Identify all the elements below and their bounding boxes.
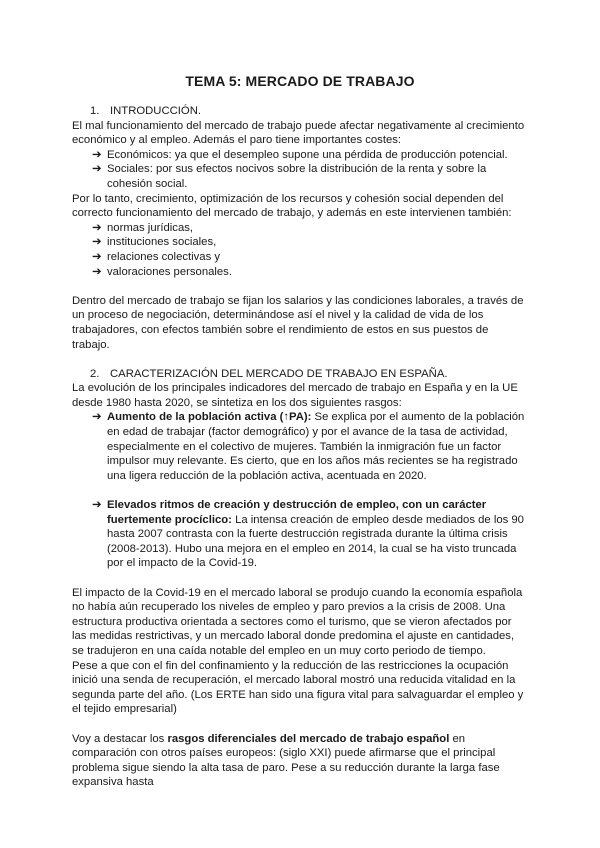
- spacer: [72, 352, 528, 367]
- list-item-text: normas jurídicas,: [107, 221, 194, 234]
- emphasis-text: rasgos diferenciales del mercado de trabajo español: [167, 732, 450, 745]
- arrow-bullet-icon: ➔: [92, 221, 102, 234]
- arrow-bullet-icon: ➔: [92, 163, 102, 176]
- document-title: TEMA 5: MERCADO DE TRABAJO: [185, 73, 415, 89]
- paragraph-intro: El mal funcionamiento del mercado de trabajo puede afectar negativamente al crecimiento económico y al empleo. Además el paro tiene importantes costes:: [72, 119, 525, 147]
- arrow-bullet-icon: ➔: [92, 265, 102, 278]
- section-title: INTRODUCCIÓN.: [110, 105, 201, 117]
- list-item: [92, 148, 528, 163]
- list-item-text: relaciones colectivas y: [107, 250, 221, 263]
- costs-list: [72, 148, 528, 192]
- text-run: en comparación con otros países europeos: (siglo XXI) puede afirmarse que el principal problema sigue siendo la alta tasa de paro. Pese a su reducción durante la larga fase expansiva hasta: [72, 732, 500, 789]
- arrow-bullet-icon: ➔: [92, 250, 102, 263]
- spacer: [72, 483, 528, 498]
- arrow-bullet-icon: ➔: [92, 148, 102, 161]
- traits-list-2: [72, 498, 528, 571]
- list-item-text: valoraciones personales.: [107, 265, 232, 278]
- list-item: [92, 498, 528, 571]
- paragraph-differential-traits: [72, 732, 528, 790]
- list-item: [92, 162, 528, 191]
- list-item-text: instituciones sociales,: [107, 236, 217, 249]
- paragraph-dependencies: Por lo tanto, crecimiento, optimización de los recursos y cohesión social dependen del correcto funcionamiento del mercado de trabajo, y además en este intervienen también:: [72, 192, 512, 220]
- paragraph-evolution: La evolución de los principales indicadores del mercado de trabajo en España y en la UE desde 1980 hasta 2020, se sintetiza en los dos siguientes rasgos:: [72, 382, 518, 409]
- section-heading-caracterizacion: [72, 367, 528, 382]
- paragraph-covid-impact: El impacto de la Covid-19 en el mercado laboral se produjo cuando la economía española no había aún recuperado los niveles de empleo y paro previos a la crisis de 2008. Una estructura productiva orientada a sectores como el turismo, que se vieron afectados por las medidas restrictivas, y un mercado laboral donde predomina el ajuste en cantidades, se tradujeron en una caída notable del empleo en un muy corto periodo de tiempo.: [72, 586, 523, 657]
- spacer: [72, 717, 528, 732]
- arrow-bullet-icon: ➔: [92, 236, 102, 249]
- trait-title: Aumento de la población activa (↑PA):: [107, 411, 312, 424]
- section-title: CARACTERIZACIÓN DEL MERCADO DE TRABAJO EN ESPAÑA.: [110, 367, 448, 380]
- trait-text: La intensa creación de empleo desde mediados de los 90 hasta 2007 contrasta con la fuerte destrucción registrada durante la última crisis (2008-2013). Hubo una mejora en el empleo en 2014, la cual se ha visto truncada por el impacto de la Covid-19.: [107, 513, 524, 570]
- list-item-text: Sociales: por sus efectos nocivos sobre la distribución de la renta y sobre la cohesión social.: [107, 163, 487, 190]
- arrow-bullet-icon: ➔: [92, 411, 102, 424]
- list-item-text: Económicos: ya que el desempleo supone una pérdida de producción potencial.: [107, 148, 508, 161]
- section-number: 1.: [90, 105, 100, 117]
- trait-title: Elevados ritmos de creación y destrucción de empleo, con un carácter fuertemente procíclico:: [107, 499, 487, 526]
- document-body: [72, 104, 528, 790]
- spacer: [72, 279, 528, 294]
- trait-text: Se explica por el aumento de la población en edad de trabajar (factor demográfico) y por el avance de la tasa de actividad, especialmente en el colectivo de mujeres. También la inmigración fue un factor impulsor muy relevante. Es cierto, que en los años más recientes se ha registrado una ligera reducción de la población activa, acentuada en 2020.: [107, 411, 525, 482]
- list-item: [92, 410, 528, 483]
- traits-list-1: [72, 410, 528, 483]
- list-item: [92, 265, 528, 280]
- paragraph-salaries: Dentro del mercado de trabajo se fijan los salarios y las condiciones laborales, a través de un proceso de negociación, determinándose así el nivel y la calidad de vida de los trabajadores, con efectos también sobre el rendimiento de estos en sus puestos de trabajo.: [72, 294, 524, 351]
- list-item: [92, 221, 528, 236]
- paragraph-covid-recovery: Pese a que con el fin del confinamiento y la reducción de las restricciones la ocupación inició una senda de recuperación, el mercado laboral mostró una reducida vitalidad en la segunda parte del año. (Los ERTE han sido una figura vital para salvaguardar el empleo y el tejido empresarial): [72, 659, 524, 716]
- list-item: [92, 250, 528, 265]
- arrow-bullet-icon: ➔: [92, 499, 102, 512]
- list-item: [92, 235, 528, 250]
- section-heading-introduccion: [72, 104, 528, 119]
- section-number: 2.: [90, 367, 100, 380]
- spacer: [72, 571, 528, 586]
- factors-list: [72, 221, 528, 279]
- text-run: Voy a destacar los: [72, 732, 168, 745]
